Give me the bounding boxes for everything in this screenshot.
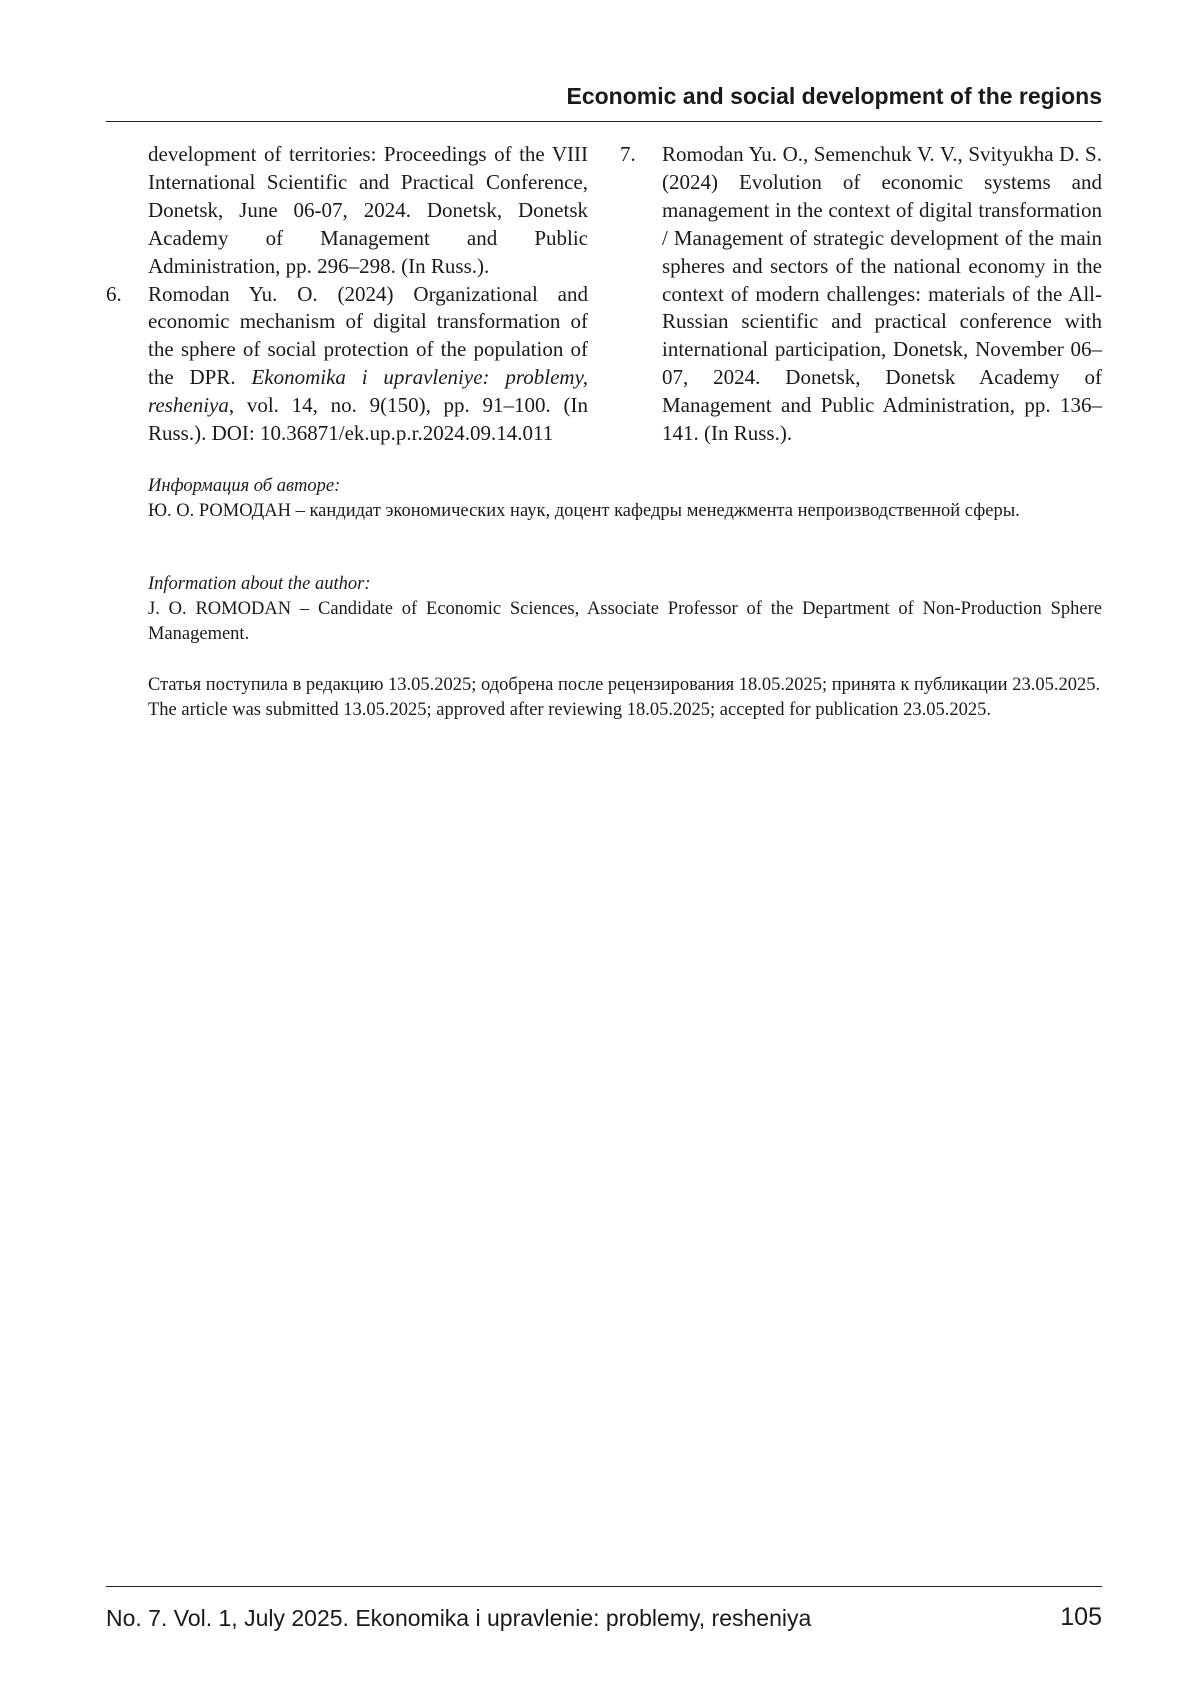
article-dates (148, 673, 1102, 723)
reference-number: 6. (106, 281, 122, 306)
reference-number: 7. (620, 142, 636, 166)
author-info-en (148, 572, 1102, 646)
footer-journal-info: No. 7. Vol. 1, July 2025. Ekonomika i upravlenie: problemy, resheniya (106, 1605, 812, 1631)
reference-continued (106, 141, 588, 281)
page-number: 105 (1060, 1603, 1102, 1631)
reference-text: , vol. 14, no. 9(150), pp. 91–100. (In Russ.). DOI: 10.36871/ek.up.p.r.2024.09.14.011 (148, 393, 588, 446)
reference-6 (106, 281, 588, 448)
author-info-ru-label: Информация об авторе: (148, 476, 341, 496)
reference-text: Romodan Yu. O., Semenchuk V. V., Svityukha D. S. (2024) Evolution of economic systems and management in the context of digital transformation / Management of strategic development of the main spheres and sectors of the national economy in the context of modern challenges: materials of the All-Russian scientific and practical conference with international participation, Donetsk, November 06–07, 2024. Donetsk, Donetsk Academy of Management and Public Administration, pp. 136–141. (In Russ.). (662, 142, 1102, 446)
author-info-ru (148, 474, 1102, 524)
author-info-en-label: Information about the author: (148, 574, 371, 594)
reference-text: development of territories: Proceedings of the VIII International Scientific and Practical Conference, Donetsk, June 06-07, 2024. Donetsk, Donetsk Academy of Management and Public Administration, pp. 296–298. (In Russ.). (148, 142, 588, 278)
header-rule (106, 121, 1102, 122)
reference-journal-title: Ekonomika i upravleniye: problemy, resheniya (148, 365, 588, 418)
author-info-ru-text: Ю. О. РОМОДАН – кандидат экономических наук, доцент кафедры менеджмента непроизводственной сферы. (148, 500, 1020, 521)
article-dates-ru: Статья поступила в редакцию 13.05.2025; одобрена после рецензирования 18.05.2025; принята к публикации 23.05.2025. (148, 675, 1101, 695)
author-info-en-text: J. O. ROMODAN – Candidate of Economic Sciences, Associate Professor of the Department of Non-Production Sphere Management. (148, 598, 1102, 644)
article-dates-en: The article was submitted 13.05.2025; approved after reviewing 18.05.2025; accepted for publication 23.05.2025. (148, 699, 992, 720)
references-left-column (106, 141, 588, 448)
references-right-column (620, 141, 1102, 448)
running-head: Economic and social development of the regions (566, 83, 1102, 109)
reference-text: Romodan Yu. O. (2024) Organizational and economic mechanism of digital transformation of the sphere of social protection of the population of the DPR. (148, 281, 588, 390)
reference-7 (620, 141, 1102, 448)
footer-rule (106, 1586, 1102, 1587)
